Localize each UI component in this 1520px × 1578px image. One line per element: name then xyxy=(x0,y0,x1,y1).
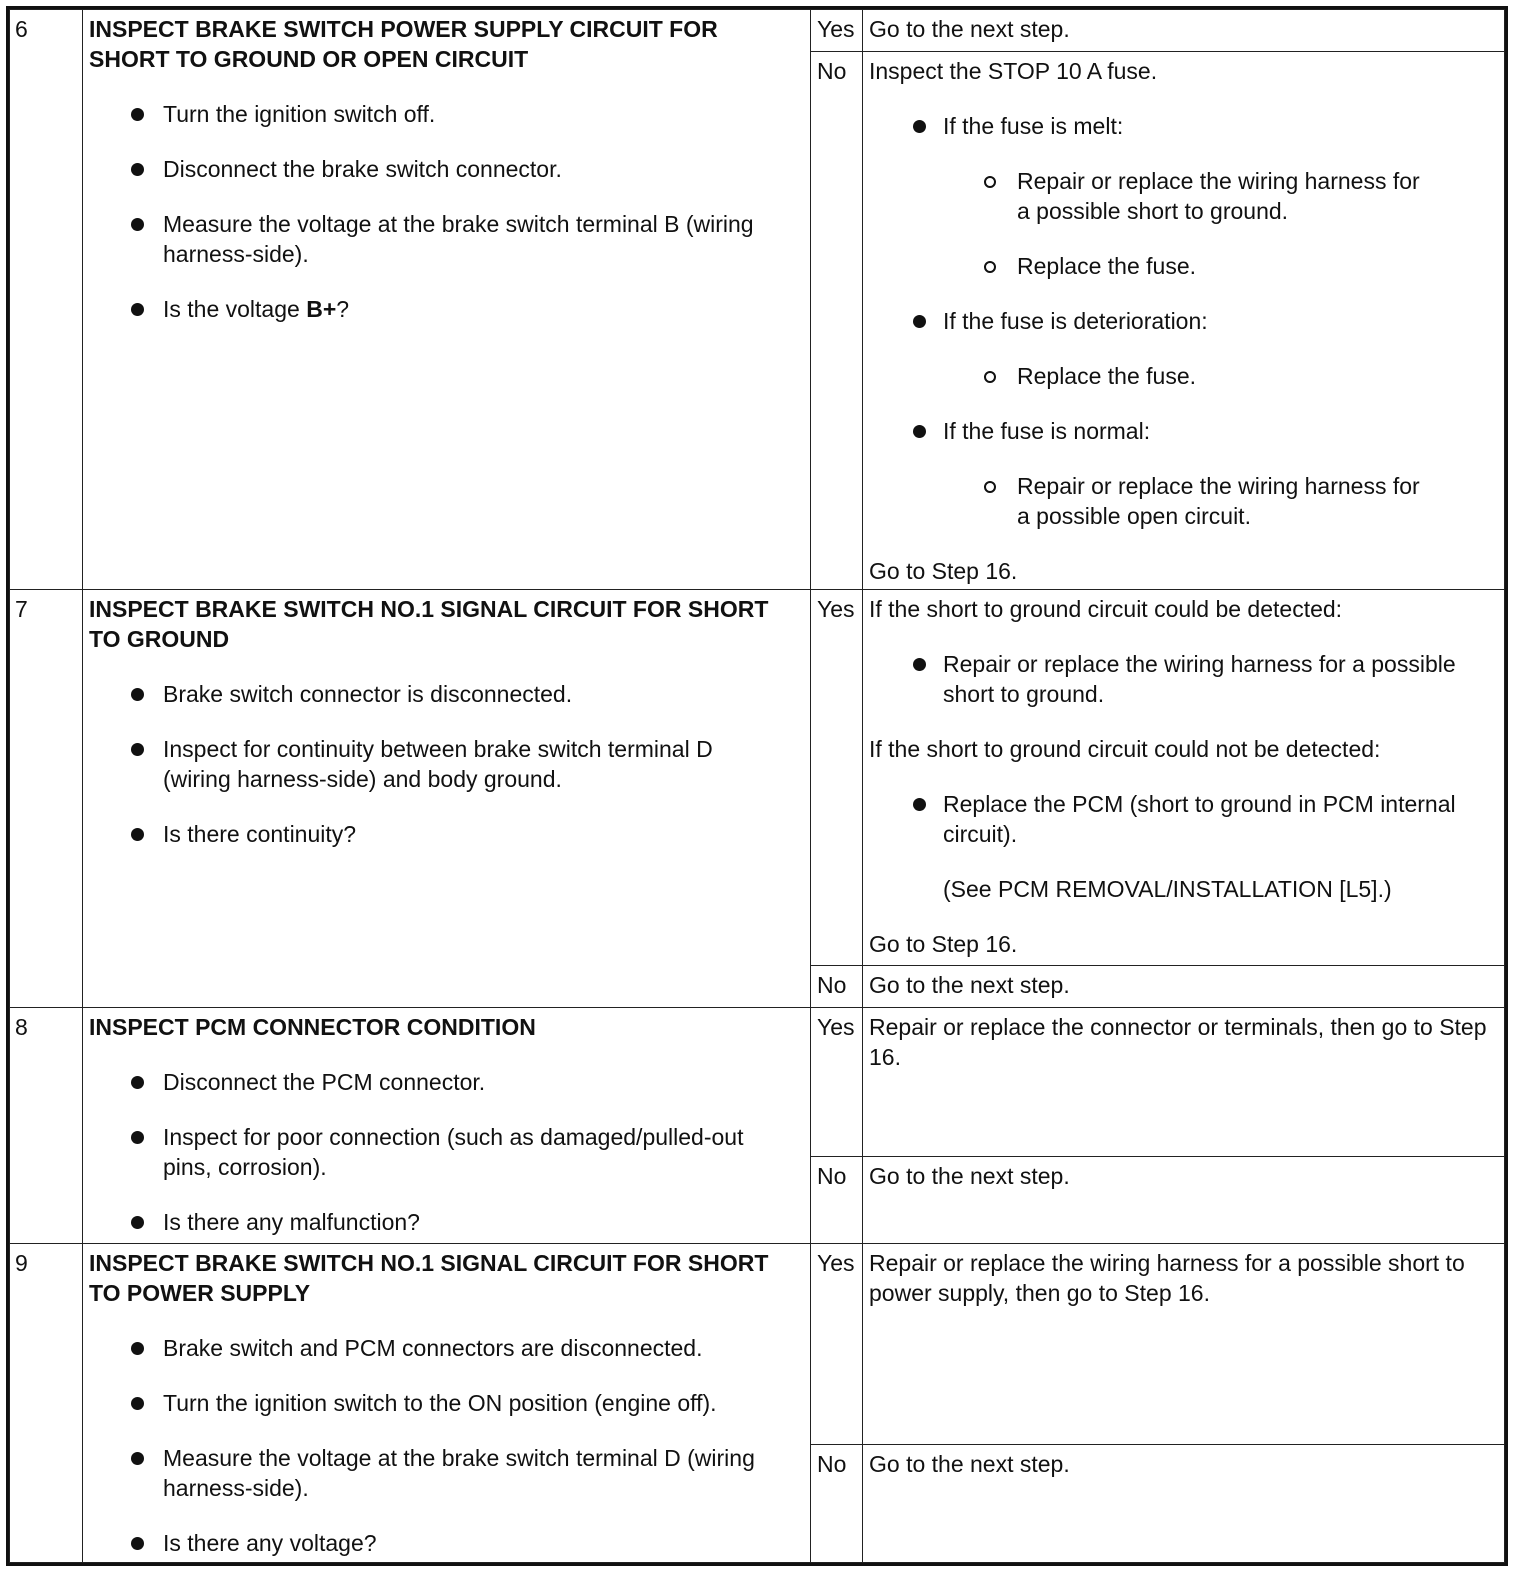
procedure-item: Inspect for poor connection (such as damaged/pulled-out pins, corrosion). xyxy=(163,1122,810,1182)
step-procedure xyxy=(83,1007,811,1243)
fuse-sub-item: Repair or replace the wiring harness for a possible open circuit. xyxy=(1017,471,1464,531)
step-row xyxy=(10,590,1505,965)
procedure-item: Disconnect the PCM connector. xyxy=(163,1067,810,1097)
fuse-case: If the fuse is normal: Repair or replace the wiring harness for a possible open circuit. xyxy=(943,416,1504,531)
diagnostic-table-frame xyxy=(6,6,1508,1566)
procedure-question: Is the voltage B+? xyxy=(163,294,810,324)
yes-label: Yes xyxy=(811,590,863,965)
step-row xyxy=(10,1007,1505,1156)
fuse-case: If the fuse is deterioration: Replace the fuse. xyxy=(943,306,1504,391)
no-intro: Inspect the STOP 10 A fuse. xyxy=(869,58,1158,85)
procedure-list xyxy=(83,1067,810,1237)
step-row xyxy=(10,10,1505,52)
procedure-list xyxy=(83,99,810,324)
procedure-item: Brake switch and PCM connectors are disconnected. xyxy=(163,1333,810,1363)
action-item: Replace the PCM (short to ground in PCM internal circuit). (See PCM REMOVAL/INSTALLATION [L5].) xyxy=(943,789,1504,904)
step-title: INSPECT PCM CONNECTOR CONDITION xyxy=(89,1013,536,1040)
condition-text: If the short to ground circuit could be detected: xyxy=(869,596,1343,623)
goto-step: Go to Step 16. xyxy=(869,931,1018,958)
fuse-sub-list xyxy=(943,471,1464,531)
fuse-sub-item: Replace the fuse. xyxy=(1017,361,1464,391)
goto-step: Go to Step 16. xyxy=(869,558,1018,585)
step-row xyxy=(10,1243,1505,1444)
step-title: INSPECT BRAKE SWITCH NO.1 SIGNAL CIRCUIT FOR SHORT TO GROUND xyxy=(89,596,769,653)
step-procedure xyxy=(83,1243,811,1562)
fuse-case-list xyxy=(869,111,1504,531)
procedure-item: Measure the voltage at the brake switch terminal D (wiring harness-side). xyxy=(163,1443,810,1503)
no-label: No xyxy=(811,1156,863,1243)
procedure-question: Is there continuity? xyxy=(163,819,810,849)
yes-label: Yes xyxy=(811,1243,863,1444)
step-procedure xyxy=(83,10,811,590)
procedure-item: Inspect for continuity between brake switch terminal D (wiring harness-side) and body ground. xyxy=(163,734,810,794)
procedure-question: Is there any voltage? xyxy=(163,1528,810,1558)
procedure-list xyxy=(83,679,810,849)
no-label: No xyxy=(811,1444,863,1562)
yes-action: Repair or replace the connector or terminals, then go to Step 16. xyxy=(863,1007,1505,1156)
procedure-item: Turn the ignition switch to the ON position (engine off). xyxy=(163,1388,810,1418)
yes-action: Repair or replace the wiring harness for a possible short to power supply, then go to Step 16. xyxy=(863,1243,1505,1444)
no-action xyxy=(863,52,1505,590)
fuse-sub-list xyxy=(943,166,1464,281)
procedure-item: Disconnect the brake switch connector. xyxy=(163,154,810,184)
diagnostic-steps-table xyxy=(9,9,1505,1563)
fuse-case: If the fuse is melt: Repair or replace the wiring harness for a possible short to ground. Replace the fuse. xyxy=(943,111,1504,281)
no-action: Go to the next step. xyxy=(863,965,1505,1007)
action-list xyxy=(869,649,1504,709)
yes-action xyxy=(863,590,1505,965)
step-title: INSPECT BRAKE SWITCH NO.1 SIGNAL CIRCUIT FOR SHORT TO POWER SUPPLY xyxy=(89,1249,769,1306)
step-number: 6 xyxy=(10,10,83,590)
no-action: Go to the next step. xyxy=(863,1444,1505,1562)
no-label: No xyxy=(811,52,863,590)
step-number: 8 xyxy=(10,1007,83,1243)
procedure-item: Turn the ignition switch off. xyxy=(163,99,810,129)
condition-text: If the short to ground circuit could not be detected: xyxy=(869,736,1381,763)
step-number: 7 xyxy=(10,590,83,1007)
step-title: INSPECT BRAKE SWITCH POWER SUPPLY CIRCUIT FOR SHORT TO GROUND OR OPEN CIRCUIT xyxy=(89,16,718,72)
step-procedure xyxy=(83,590,811,1007)
action-item: Repair or replace the wiring harness for a possible short to ground. xyxy=(943,649,1504,709)
procedure-item: Measure the voltage at the brake switch terminal B (wiring harness-side). xyxy=(163,209,810,269)
step-number: 9 xyxy=(10,1243,83,1562)
procedure-list xyxy=(83,1333,810,1558)
fuse-sub-item: Repair or replace the wiring harness for a possible short to ground. xyxy=(1017,166,1464,226)
action-list xyxy=(869,789,1504,904)
no-action: Go to the next step. xyxy=(863,1156,1505,1243)
yes-label: Yes xyxy=(811,10,863,52)
yes-action: Go to the next step. xyxy=(863,10,1505,52)
reference-link: (See PCM REMOVAL/INSTALLATION [L5].) xyxy=(943,876,1392,903)
fuse-sub-item: Replace the fuse. xyxy=(1017,251,1464,281)
procedure-question: Is there any malfunction? xyxy=(163,1207,810,1237)
procedure-item: Brake switch connector is disconnected. xyxy=(163,679,810,709)
no-label: No xyxy=(811,965,863,1007)
fuse-sub-list xyxy=(943,361,1464,391)
yes-label: Yes xyxy=(811,1007,863,1156)
